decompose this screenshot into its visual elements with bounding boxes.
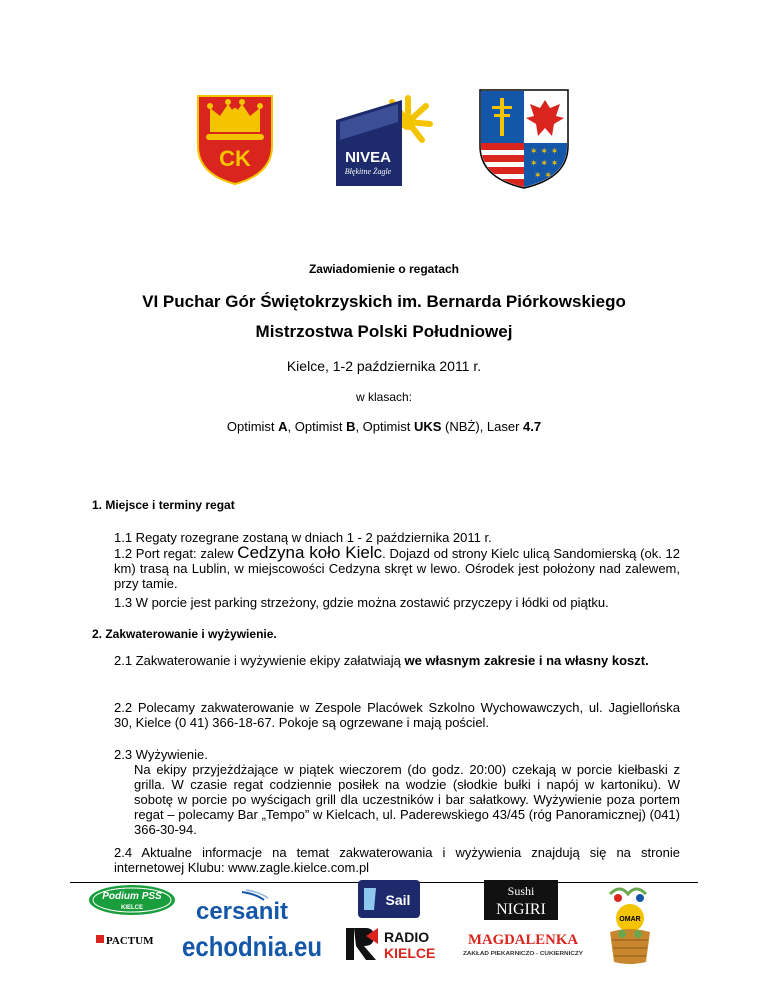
svg-text:✶ ✶ ✶: ✶ ✶ ✶	[530, 147, 559, 157]
main-title: VI Puchar Gór Świętokrzyskich im. Bernarda Piórkowskiego	[142, 292, 626, 311]
section-2-3: 2.3 Wyżywienie.	[114, 747, 208, 762]
cersanit-logo	[186, 890, 298, 924]
swietokrzyskie-coat-of-arms	[478, 88, 570, 190]
kielce-text: KIELCE	[384, 945, 436, 961]
section-2-4: 2.4 Aktualne informacje na temat zakwaterowania i wyżywienia znajdują się na stronie internetowej Klubu: www.zagle.kielce.com.pl	[114, 845, 680, 875]
pactum-text: PACTUM	[106, 935, 154, 947]
notice-label: Zawiadomienie o regatach	[308, 262, 460, 276]
radio-text: RADIO	[384, 929, 430, 945]
omar-text: OMAR	[619, 916, 641, 923]
emphasis: we własnym zakresie i na własny koszt.	[404, 653, 649, 668]
jsail-logo	[358, 880, 420, 918]
place-date: Kielce, 1-2 października 2011 r.	[286, 358, 482, 374]
section-1-2	[114, 545, 680, 591]
kielce-coat-of-arms	[196, 94, 274, 186]
nivea-brand: NIVEA	[345, 149, 391, 166]
magdalenka-sub: ZAKŁAD PIEKARNICZO - CUKIERNICZY	[463, 951, 584, 957]
class-text: , Optimist	[287, 419, 347, 434]
in-classes-label: w klasach:	[355, 390, 413, 404]
section-2-3-detail: Na ekipy przyjeżdżające w piątek wieczorem (do godz. 20:00) czekają w porcie kiełbaski z grilla. W czasie regat codziennie posiłek na wodzie (słodkie bułki i napój w kartoniku). W sobotę w porcie po wyścigach grill dla uczestników i bar sałatkowy. Wyżywienie poza portem regat – polecamy Bar „Tempo” w Kielcach, ul. Paderewskiego 43/45 (róg Panoramicznej) (041) 366-30-94.	[134, 762, 680, 837]
nivea-tagline: Błękitne Żagle	[344, 167, 392, 176]
nivea-logo	[330, 92, 432, 188]
svg-text:✶ ✶: ✶ ✶	[534, 171, 552, 181]
section-2-1	[114, 653, 680, 668]
podium-sub: KIELCE	[120, 905, 144, 911]
text: . Dojazd od strony Kielc ulicą Sandomierską (ok. 12 km) trasą na Lublin, w miejscowości Cedzyna skręt w lewo. Ośrodek jest położony nad zalewem, przy tamie.	[114, 546, 680, 591]
sushi-text: Sushi	[507, 884, 535, 898]
kielce-logo-text: CK	[219, 146, 251, 171]
cersanit-text: cersanit	[195, 898, 289, 925]
radio-kielce-logo	[344, 924, 438, 964]
omar-logo	[600, 884, 660, 966]
class-text: , Optimist	[355, 419, 414, 434]
podium-pss-logo	[88, 884, 176, 916]
classes-list	[0, 419, 768, 434]
magdalenka-logo	[458, 928, 588, 960]
class-text: B	[346, 419, 356, 434]
text: 1.2 Port regat: zalew	[114, 546, 238, 561]
section-1-heading: 1. Miejsce i terminy regat	[92, 498, 235, 512]
section-2-heading: 2. Zakwaterowanie i wyżywienie.	[92, 627, 277, 641]
subtitle: Mistrzostwa Polski Południowej	[255, 322, 513, 341]
echodnia-logo	[182, 924, 324, 966]
magdalenka-text: MAGDALENKA	[468, 932, 579, 948]
jsail-text: Sail	[385, 892, 411, 908]
text: 2.1 Zakwaterowanie i wyżywienie ekipy załatwiają	[114, 653, 405, 668]
class-text: A	[278, 419, 288, 434]
class-text: 4.7	[523, 419, 542, 434]
pactum-logo	[96, 932, 168, 948]
nigiri-text: NIGIRI	[496, 901, 546, 918]
location-name: Cedzyna koło Kielc	[237, 543, 383, 562]
section-1-3: 1.3 W porcie jest parking strzeżony, gdzie można zostawić przyczepy i łódki od piątku.	[114, 595, 609, 610]
section-1-1: 1.1 Regaty rozegrane zostaną w dniach 1 - 2 października 2011 r.	[114, 530, 492, 545]
svg-text:✶ ✶ ✶: ✶ ✶ ✶	[530, 159, 559, 169]
section-2-2: 2.2 Polecamy zakwaterowanie w Zespole Placówek Szkolno Wychowawczych, ul. Jagiellońska 30, Kielce (0 41) 366-18-67. Pokoje są ogrzewane i mają pościel.	[114, 700, 680, 730]
podium-text: Podium PSS	[102, 891, 162, 902]
class-text: (NBŻ), Laser	[441, 419, 524, 434]
echodnia-text: echodnia.eu	[182, 931, 322, 962]
sushi-nigiri-logo	[484, 880, 558, 920]
class-text: Optimist	[226, 419, 279, 434]
class-text: UKS	[413, 419, 442, 434]
